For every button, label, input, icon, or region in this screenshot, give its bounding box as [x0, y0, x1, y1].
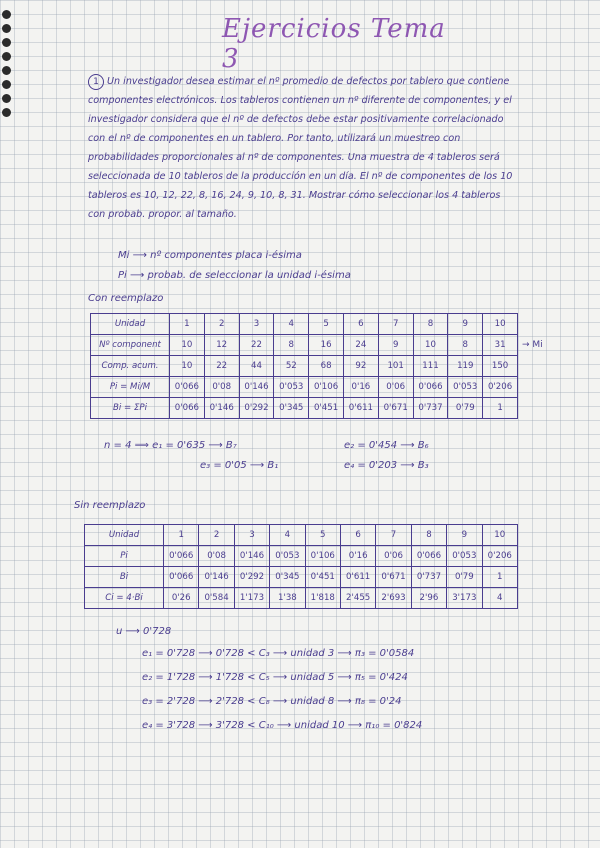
row-label: Bi	[85, 567, 164, 588]
row-label: Pi	[85, 546, 164, 567]
table-cell: 0'146	[234, 546, 269, 567]
binding-hole	[2, 94, 11, 103]
page-title: Ejercicios Tema 3	[222, 14, 446, 74]
row-label: Pi = Mi/M	[91, 377, 170, 398]
table-cell: 0'451	[305, 567, 340, 588]
draw-without-e4: e₄ = 3'728 ⟶ 3'728 < C₁₀ ⟶ unidad 10 ⟶ π₁₀ = 0'824	[142, 720, 423, 731]
table-cell: 0'451	[309, 398, 344, 419]
section-without-replacement: Sin reemplazo	[74, 500, 146, 511]
table-cell: 0'345	[274, 398, 309, 419]
table-cell: 0'737	[411, 567, 446, 588]
table-cell: 0'066	[413, 377, 448, 398]
table-cell: 16	[309, 335, 344, 356]
table-cell: 119	[448, 356, 483, 377]
table-cell: 0'106	[309, 377, 344, 398]
table-row	[85, 546, 518, 567]
table-cell: 0'08	[204, 377, 239, 398]
table-cell: 52	[274, 356, 309, 377]
table-cell: 0'292	[239, 398, 274, 419]
table-cell: 0'146	[199, 567, 234, 588]
table-cell: 0'053	[274, 377, 309, 398]
table-cell: 0'066	[170, 398, 205, 419]
table-cell: 0'066	[164, 546, 199, 567]
table-cell: 5	[305, 525, 340, 546]
draw-e4: e₄ = 0'203 ⟶ B₃	[344, 460, 429, 471]
table-cell: 4	[274, 314, 309, 335]
table-cell: 0'611	[340, 567, 375, 588]
table-cell: 2'693	[376, 588, 411, 609]
table-cell: 0'053	[448, 377, 483, 398]
table-cell: 0'79	[447, 567, 482, 588]
table-cell: 8	[411, 525, 446, 546]
table-cell: 1	[170, 314, 205, 335]
table-cell: 0'206	[483, 377, 518, 398]
table-cell: 0'06	[376, 546, 411, 567]
draw-e2: e₂ = 0'454 ⟶ B₆	[344, 440, 429, 451]
table-cell: 0'206	[482, 546, 517, 567]
table-cell: 10	[483, 314, 518, 335]
table-cell: 0'737	[413, 398, 448, 419]
table-cell: 3'173	[447, 588, 482, 609]
table-cell: 0'146	[239, 377, 274, 398]
table-cell: 9	[448, 314, 483, 335]
binding-hole	[2, 52, 11, 61]
u-value: u ⟶ 0'728	[116, 626, 172, 637]
table-cell: 0'16	[340, 546, 375, 567]
table-cell: 24	[343, 335, 378, 356]
section-with-replacement: Con reemplazo	[88, 293, 164, 304]
table-cell: 0'066	[170, 377, 205, 398]
draw-without-e2: e₂ = 1'728 ⟶ 1'728 < C₅ ⟶ unidad 5 ⟶ π₅ = 0'424	[142, 672, 408, 683]
table-cell: 7	[378, 314, 413, 335]
table-cell: 0'146	[204, 398, 239, 419]
binding-hole	[2, 108, 11, 117]
table-cell: 10	[413, 335, 448, 356]
row-label: Bi = ΣPi	[91, 398, 170, 419]
binding-hole	[2, 66, 11, 75]
table-cell: 0'08	[199, 546, 234, 567]
draw-e1: n = 4 ⟹ e₁ = 0'635 ⟶ B₇	[104, 440, 237, 451]
table-cell: 4	[270, 525, 305, 546]
table-cell: 31	[483, 335, 518, 356]
draw-without-e1: e₁ = 0'728 ⟶ 0'728 < C₃ ⟶ unidad 3 ⟶ π₃ = 0'0584	[142, 648, 415, 659]
table-with-replacement	[90, 313, 518, 419]
table-cell: 1'38	[270, 588, 305, 609]
table-cell: 0'066	[164, 567, 199, 588]
row-label: Unidad	[85, 525, 164, 546]
table-cell: 9	[447, 525, 482, 546]
table-cell: 12	[204, 335, 239, 356]
table-row	[85, 588, 518, 609]
table-cell: 0'053	[270, 546, 305, 567]
row-label: Nº component	[91, 335, 170, 356]
table-cell: 1	[482, 567, 517, 588]
table-row	[91, 335, 518, 356]
table-row	[85, 525, 518, 546]
table-cell: 101	[378, 356, 413, 377]
table-cell: 0'292	[234, 567, 269, 588]
table-row	[91, 398, 518, 419]
table-cell: 5	[309, 314, 344, 335]
table-cell: 6	[340, 525, 375, 546]
table-cell: 150	[483, 356, 518, 377]
binding-hole	[2, 24, 11, 33]
table-without-replacement	[84, 524, 518, 609]
table-cell: 8	[448, 335, 483, 356]
table-cell: 0'79	[448, 398, 483, 419]
table-cell: 0'671	[376, 567, 411, 588]
notebook-binding	[0, 0, 14, 848]
table-cell: 0'26	[164, 588, 199, 609]
table-cell: 0'106	[305, 546, 340, 567]
binding-hole	[2, 10, 11, 19]
table-cell: 3	[234, 525, 269, 546]
table-cell: 0'053	[447, 546, 482, 567]
table-cell: 0'671	[378, 398, 413, 419]
table-cell: 10	[170, 356, 205, 377]
table-cell: 1	[483, 398, 518, 419]
table-cell: 2	[199, 525, 234, 546]
table-row	[91, 356, 518, 377]
table-cell: 4	[482, 588, 517, 609]
table-cell: 2'96	[411, 588, 446, 609]
binding-hole	[2, 80, 11, 89]
row-label: Comp. acum.	[91, 356, 170, 377]
table-cell: 6	[343, 314, 378, 335]
table-cell: 0'066	[411, 546, 446, 567]
draw-e3: e₃ = 0'05 ⟶ B₁	[200, 460, 279, 471]
table-cell: 3	[239, 314, 274, 335]
table-cell: 22	[204, 356, 239, 377]
table-cell: 0'611	[343, 398, 378, 419]
row-label: Unidad	[91, 314, 170, 335]
table-cell: 10	[170, 335, 205, 356]
table-cell: 2	[204, 314, 239, 335]
draw-without-e3: e₃ = 2'728 ⟶ 2'728 < C₈ ⟶ unidad 8 ⟶ π₈ = 0'24	[142, 696, 402, 707]
table-cell: 0'584	[199, 588, 234, 609]
table-cell: 7	[376, 525, 411, 546]
table-cell: 9	[378, 335, 413, 356]
table-cell: 111	[413, 356, 448, 377]
definition-pi: Pi ⟶ probab. de seleccionar la unidad i-ésima	[118, 270, 351, 281]
table-cell: 0'16	[343, 377, 378, 398]
binding-hole	[2, 38, 11, 47]
table-cell: 1	[164, 525, 199, 546]
table-cell: 0'06	[378, 377, 413, 398]
table-cell: 44	[239, 356, 274, 377]
table-cell: 8	[274, 335, 309, 356]
problem-text: Un investigador desea estimar el nº promedio de defectos por tablero que contiene componentes electrónicos. Los tableros contienen un nº diferente de componentes, y el investigador considera que el nº de defectos debe estar positivamente correlacionado con el nº de componentes en un tablero. Por tanto, utilizará un muestreo con probabilidades proporcionales al nº de componentes. Una muestra de 4 tableros será seleccionada de 10 tableros de la producción en un día. El nº de componentes de los 10 tableros es 10, 12, 22, 8, 16, 24, 9, 10, 8, 31. Mostrar cómo seleccionar los 4 tableros con probab. propor. al tamaño.	[88, 76, 513, 220]
table-cell: 10	[482, 525, 517, 546]
problem-number: 1	[88, 74, 104, 90]
table1-side-note: → Mi	[522, 340, 543, 350]
table-row	[91, 377, 518, 398]
row-label: Ci = 4·Bi	[85, 588, 164, 609]
table-cell: 8	[413, 314, 448, 335]
problem-statement	[88, 72, 518, 224]
table-cell: 92	[343, 356, 378, 377]
table-cell: 1'173	[234, 588, 269, 609]
table-cell: 0'345	[270, 567, 305, 588]
table-cell: 2'455	[340, 588, 375, 609]
table-cell: 68	[309, 356, 344, 377]
definition-mi: Mi ⟶ nº componentes placa i-ésima	[118, 250, 302, 261]
table-row	[91, 314, 518, 335]
table-cell: 22	[239, 335, 274, 356]
table-cell: 1'818	[305, 588, 340, 609]
table-row	[85, 567, 518, 588]
